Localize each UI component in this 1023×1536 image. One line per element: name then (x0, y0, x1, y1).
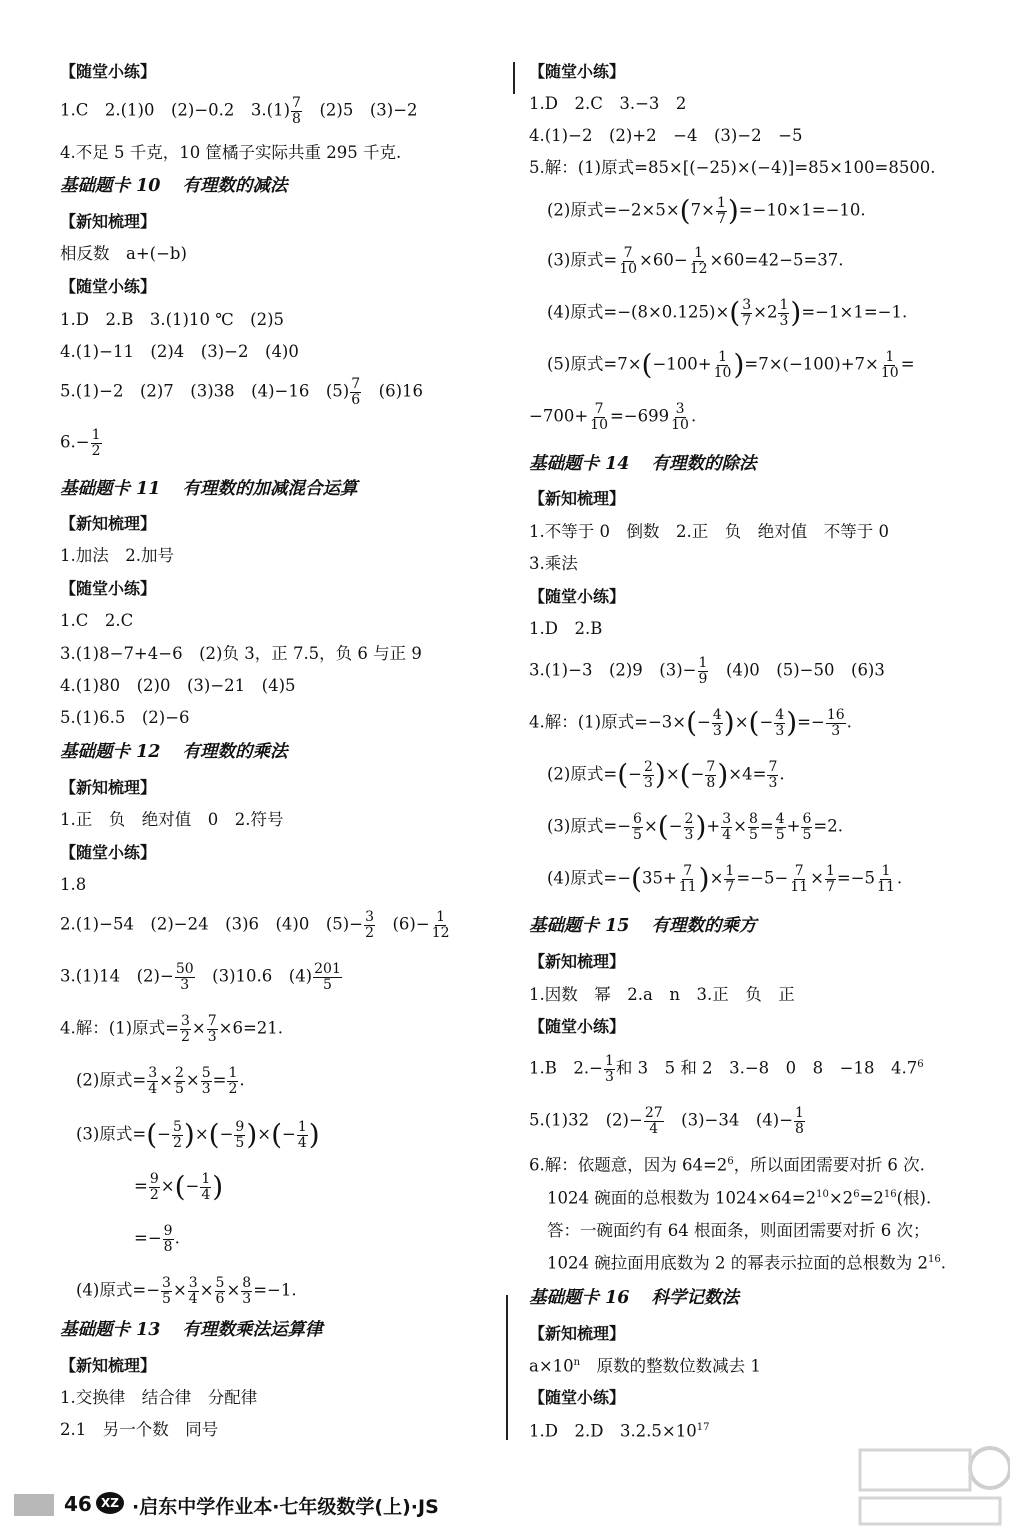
answer-line: (2)原式= $\frac{3}{4}$ × $\frac{2}{5}$ × $\frac{5}{3}$ = $\frac{1}{2}$ . (76, 1065, 245, 1097)
fraction: $\frac{5}{2}$ (172, 1119, 182, 1151)
fraction: $\frac{1}{3}$ (604, 1053, 614, 1085)
answer-line: 1.8 (60, 875, 87, 894)
fraction: $\frac{4}{3}$ (775, 707, 785, 739)
section-heading: 基础题卡 16 科学记数法 (529, 1288, 739, 1308)
fraction: $\frac{9}{5}$ (235, 1119, 245, 1151)
fraction: $\frac{1}{3}$ (779, 297, 789, 329)
section-heading: 基础题卡 14 有理数的除法 (529, 454, 757, 474)
fraction: $\frac{1}{8}$ (795, 1105, 804, 1137)
fraction: $\frac{2}{5}$ (174, 1065, 184, 1097)
section-label: 【随堂小练】 (529, 1017, 626, 1036)
answer-line: (5)原式=7×(−100+ $\frac{1}{10}$ )=7×(−100)+7× $\frac{1}{10}$ = (547, 348, 915, 382)
publisher-logo-icon: XZ (96, 1492, 124, 1514)
answer-line: 3.(1)8−7+4−6 (2)负 3，正 7.5，负 6 与正 9 (60, 644, 422, 663)
fraction: $\frac{1}{9}$ (698, 655, 708, 687)
fraction: $\frac{1}{7}$ (825, 863, 835, 895)
answer-line: 3.乘法 (529, 554, 578, 573)
section-label: 【新知梳理】 (60, 1356, 157, 1375)
answer-line: 4.不足 5 千克，10 筐橘子实际共重 295 千克. (60, 143, 402, 162)
fraction: $\frac{7}{11}$ (790, 863, 809, 895)
fraction: $\frac{5}{3}$ (201, 1065, 211, 1097)
fraction: $\frac{1}{12}$ (431, 909, 450, 941)
fraction: $\frac{6}{5}$ (633, 811, 642, 843)
fraction: $\frac{16}{3}$ (826, 707, 845, 739)
section-label: 【随堂小练】 (529, 1388, 626, 1407)
section-heading: 基础题卡 13 有理数乘法运算律 (60, 1320, 323, 1340)
section-label: 【随堂小练】 (529, 62, 626, 81)
fraction: $\frac{1}{2}$ (91, 427, 101, 459)
section-label: 【新知梳理】 (60, 514, 157, 533)
fraction: $\frac{1}{7}$ (716, 195, 726, 227)
answer-line: 5.(1)32 (2)− $\frac{27}{4}$ (3)−34 (4)− $\frac{1}{8}$ (529, 1105, 804, 1137)
fraction: $\frac{1}{2}$ (228, 1065, 238, 1097)
fraction: $\frac{8}{3}$ (242, 1275, 252, 1307)
fraction: $\frac{7}{8}$ (292, 95, 301, 127)
left-column (0, 0, 505, 1536)
section-label: 【新知梳理】 (60, 212, 157, 231)
answer-line: 1.B 2.− $\frac{1}{3}$ 和 3 5 和 2 3.−8 0 8 −18 $4.7^6$ (529, 1053, 924, 1085)
fraction: $\frac{3}{2}$ (180, 1013, 190, 1045)
fraction: $\frac{3}{7}$ (742, 297, 752, 329)
answer-line: 1024 碗面的总根数为 $1024\times 64=2^{10}\times 2^6=2^{16}$(根). (547, 1188, 932, 1208)
answer-line: 6.− $\frac{1}{2}$ (60, 427, 101, 459)
section-label: 【新知梳理】 (60, 778, 157, 797)
fraction: $\frac{50}{3}$ (175, 961, 194, 993)
section-label: 【新知梳理】 (529, 952, 626, 971)
answer-line: 1.因数 幂 2.a n 3.正 负 正 (529, 985, 795, 1004)
fraction: $\frac{1}{4}$ (201, 1171, 211, 1203)
fraction: $\frac{1}{4}$ (297, 1119, 307, 1151)
answer-line: 1.C 2.C (60, 611, 134, 630)
answer-line: 4.(1)80 (2)0 (3)−21 (4)5 (60, 676, 296, 695)
section-label: 【随堂小练】 (60, 277, 157, 296)
section-heading: 基础题卡 12 有理数的乘法 (60, 742, 288, 762)
answer-line: (3)原式=(− $\frac{5}{2}$ )×(− $\frac{9}{5}$ )×(− $\frac{1}{4}$ ) (76, 1118, 320, 1152)
answer-line: (4)原式=−(8×0.125)×( $\frac{3}{7}$ ×2 $\frac{1}{3}$ )=−1×1=−1. (547, 296, 908, 330)
answer-line: $a\times 10^n$ 原数的整数位数减去 1 (529, 1356, 761, 1376)
fraction: $\frac{201}{5}$ (314, 961, 341, 993)
fraction: $\frac{4}{3}$ (712, 707, 722, 739)
section-heading: 基础题卡 10 有理数的减法 (60, 176, 288, 196)
fraction: $\frac{27}{4}$ (644, 1105, 663, 1137)
answer-line: 6.解：依题意，因为 $64=2^6$，所以面团需要对折 6 次. (529, 1155, 925, 1175)
answer-line: 2.(1)−54 (2)−24 (3)6 (4)0 (5)− $\frac{3}{2}$ (6)− $\frac{1}{12}$ (60, 909, 450, 941)
fraction: $\frac{7}{3}$ (207, 1013, 217, 1045)
fraction: $\frac{1}{12}$ (689, 245, 708, 277)
fraction: $\frac{7}{3}$ (768, 759, 778, 791)
fraction: $\frac{3}{4}$ (188, 1275, 198, 1307)
answer-line: 4.解：(1)原式= $\frac{3}{2}$ × $\frac{7}{3}$ ×6=21. (60, 1013, 284, 1045)
fraction: $\frac{8}{5}$ (748, 811, 758, 843)
answer-line: 5.解：(1)原式=85×[(−25)×(−4)]=85×100=8500. (529, 158, 936, 177)
answer-line: 1.交换律 结合律 分配律 (60, 1388, 258, 1407)
answer-line: (2)原式=(− $\frac{2}{3}$ )×(− $\frac{7}{8}$ )×4= $\frac{7}{3}$ . (547, 758, 785, 792)
answer-line: = $\frac{9}{2}$ ×(− $\frac{1}{4}$ ) (134, 1170, 224, 1204)
section-heading: 基础题卡 15 有理数的乘方 (529, 916, 757, 936)
section-label: 【随堂小练】 (60, 843, 157, 862)
answer-line: (4)原式=− $\frac{3}{5}$ × $\frac{3}{4}$ × $\frac{5}{6}$ × $\frac{8}{3}$ =−1. (76, 1275, 297, 1307)
section-label: 【随堂小练】 (60, 62, 157, 81)
answer-line: 1024 碗拉面用底数为 2 的幂表示拉面的总根数为 $2^{16}$. (547, 1253, 946, 1273)
fraction: $\frac{3}{10}$ (671, 401, 689, 433)
answer-line: 1.D 2.D $3.2.5\times 10^{17}$ (529, 1421, 710, 1441)
answer-line: 1.C 2.(1)0 (2)−0.2 3.(1) $\frac{7}{8}$ (2)5 (3)−2 (60, 95, 418, 127)
fraction: $\frac{5}{6}$ (215, 1275, 225, 1307)
section-label: 【随堂小练】 (529, 587, 626, 606)
answer-line: 1.不等于 0 倒数 2.正 负 绝对值 不等于 0 (529, 522, 889, 541)
fraction: $\frac{3}{4}$ (148, 1065, 158, 1097)
fraction: $\frac{6}{5}$ (802, 811, 812, 843)
right-column (505, 0, 1023, 1536)
section-label: 【新知梳理】 (529, 1324, 626, 1343)
fraction: $\frac{2}{3}$ (684, 811, 694, 843)
answer-line: 5.(1)−2 (2)7 (3)38 (4)−16 (5) $\frac{7}{6}$ (6)16 (60, 376, 424, 408)
footer-bar (14, 1494, 54, 1516)
answer-line: 1.D 2.B (529, 619, 603, 638)
answer-line: 1.正 负 绝对值 0 2.符号 (60, 810, 284, 829)
fraction: $\frac{1}{7}$ (725, 863, 735, 895)
answer-line: =− $\frac{9}{8}$ . (134, 1223, 180, 1255)
answer-line: 4.(1)−2 (2)+2 −4 (3)−2 −5 (529, 126, 803, 145)
section-label: 【随堂小练】 (60, 579, 157, 598)
book-title: ·启东中学作业本·七年级数学(上)·JS (132, 1496, 439, 1518)
answer-line: 3.(1)14 (2)− $\frac{50}{3}$ (3)10.6 (4) $\frac{201}{5}$ (60, 961, 341, 993)
answer-line: 4.(1)−11 (2)4 (3)−2 (4)0 (60, 342, 299, 361)
fraction: $\frac{9}{8}$ (163, 1223, 173, 1255)
fraction: $\frac{3}{5}$ (162, 1275, 171, 1307)
answer-line: (2)原式=−2×5×(7× $\frac{1}{7}$ )=−10×1=−10. (547, 194, 866, 228)
fraction: $\frac{7}{8}$ (706, 759, 716, 791)
answer-line: 4.解：(1)原式=−3×(− $\frac{4}{3}$ )×(− $\frac{4}{3}$ )=− $\frac{16}{3}$ . (529, 706, 852, 740)
fraction: $\frac{1}{10}$ (880, 349, 899, 381)
answer-line: (3)原式= $\frac{7}{10}$ ×60− $\frac{1}{12}$ ×60=42−5=37. (547, 245, 844, 277)
answer-line: 1.D 2.C 3.−3 2 (529, 94, 687, 113)
watermark-icon (850, 1440, 1010, 1530)
answer-line: 3.(1)−3 (2)9 (3)− $\frac{1}{9}$ (4)0 (5)−50 (6)3 (529, 655, 885, 687)
fraction: $\frac{3}{2}$ (365, 909, 374, 941)
page-number: 46 (64, 1492, 92, 1516)
fraction: $\frac{9}{2}$ (149, 1171, 159, 1203)
fraction: $\frac{1}{10}$ (713, 349, 732, 381)
fraction: $\frac{2}{3}$ (643, 759, 653, 791)
fraction: $\frac{7}{10}$ (590, 401, 608, 433)
fraction: $\frac{1}{11}$ (877, 863, 895, 895)
answer-line: (3)原式=− $\frac{6}{5}$ ×(− $\frac{2}{3}$ )+ $\frac{3}{4}$ × $\frac{8}{5}$ = $\frac{4}{5}$ + $\frac{6}{5}$ =2. (547, 810, 843, 844)
section-label: 【新知梳理】 (529, 489, 626, 508)
answer-line: −700+ $\frac{7}{10}$ =−699 $\frac{3}{10}$ . (529, 401, 697, 433)
answer-line: 1.加法 2.加号 (60, 546, 174, 565)
fraction: $\frac{4}{5}$ (775, 811, 785, 843)
answer-line: 1.D 2.B 3.(1)10 ℃ (2)5 (60, 310, 285, 329)
answer-line: 相反数 a+(−b) (60, 244, 187, 263)
answer-line: 2.1 另一个数 同号 (60, 1420, 219, 1439)
fraction: $\frac{7}{10}$ (619, 245, 638, 277)
section-heading: 基础题卡 11 有理数的加减混合运算 (60, 479, 358, 499)
fraction: $\frac{3}{4}$ (722, 811, 732, 843)
fraction: $\frac{7}{11}$ (678, 863, 697, 895)
answer-line: (4)原式=−(35+ $\frac{7}{11}$ )× $\frac{1}{7}$ =−5− $\frac{7}{11}$ × $\frac{1}{7}$ =−5 $\frac{1}{11}$ . (547, 862, 903, 896)
answer-line: 答：一碗面约有 64 根面条，则面团需要对折 6 次； (547, 1221, 930, 1240)
answer-line: 5.(1)6.5 (2)−6 (60, 708, 190, 727)
fraction: $\frac{7}{6}$ (351, 376, 361, 408)
